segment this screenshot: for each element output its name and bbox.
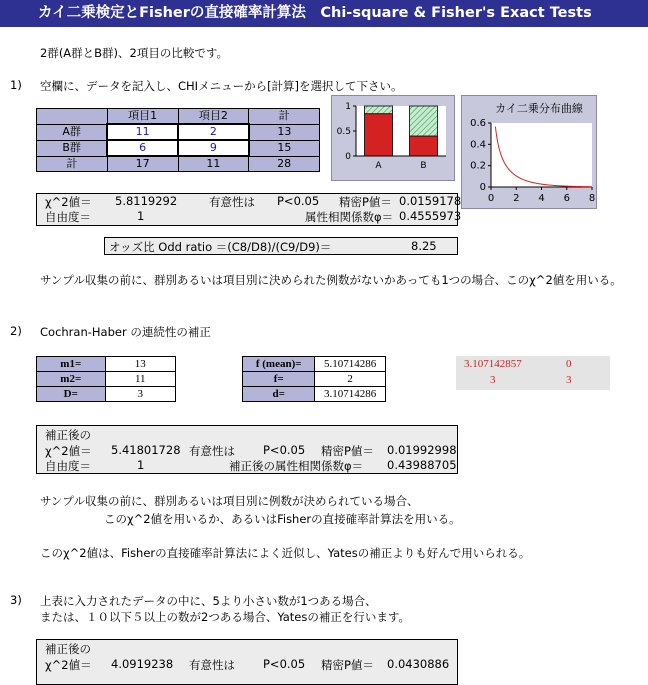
significance-label: 有意性は xyxy=(209,195,255,209)
distribution-plot-area xyxy=(491,123,592,187)
x-tick-label: 6 xyxy=(563,193,570,204)
header-total: 計 xyxy=(249,109,320,125)
row-label: 計 xyxy=(37,156,108,172)
header-item1: 項目1 xyxy=(107,109,178,125)
yates-heading: 補正後の xyxy=(45,642,91,656)
section-2-title: Cochran-Haber の連続性の補正 xyxy=(40,325,211,339)
m2-value: 11 xyxy=(105,372,175,387)
d-small-value: 3.10714286 xyxy=(315,387,386,402)
chi-square-value: 4.0919238 xyxy=(111,657,174,671)
df-label: 自由度＝ xyxy=(45,210,91,224)
input-cell-b2[interactable]: 9 xyxy=(178,140,249,156)
f-mean-value: 5.10714286 xyxy=(315,357,386,372)
section-2-note-3: このχ^2値は、Fisherの直接確率計算法によく近似し、Yatesの補正よりも好んで用いられる。 xyxy=(40,546,531,560)
helper-cell: 0 xyxy=(566,358,572,370)
chi-square-value: 5.41801728 xyxy=(111,443,181,457)
exact-p-label: 精密P値＝ xyxy=(339,195,392,209)
d-small-label: d= xyxy=(243,387,315,402)
section-3-line-1: 上表に入力されたデータの中に、5より小さい数が1つある場合、 xyxy=(40,594,377,608)
d-value: 3 xyxy=(105,387,175,402)
helper-cell: 3 xyxy=(490,374,496,386)
distribution-chart xyxy=(462,96,596,208)
corrected-heading: 補正後の xyxy=(45,428,91,442)
total-cell: 11 xyxy=(178,156,249,172)
bar-chart xyxy=(332,96,454,180)
total-cell: 13 xyxy=(249,124,320,140)
bar-segment xyxy=(365,114,393,156)
table-row xyxy=(37,124,320,140)
chi-square-label: χ^2値＝ xyxy=(45,195,92,209)
m1-label: m1= xyxy=(37,357,106,372)
haber-right-table xyxy=(242,356,386,402)
table-row xyxy=(243,387,386,402)
result-box-1 xyxy=(36,193,462,226)
table-row xyxy=(37,357,176,372)
page-title: カイ二乗検定とFisherの直接確率計算法 Chi-square & Fisher's Exact Tests xyxy=(38,5,592,21)
section-1-note: サンプル収集の前に、群別あるいは項目別に決められた例数がないかあっても1つの場合、このχ^2値を用いる。 xyxy=(40,273,622,287)
odds-ratio-value: 8.25 xyxy=(411,239,437,253)
df-value: 1 xyxy=(137,458,145,472)
phi-value: 0.43988705 xyxy=(387,458,457,472)
exact-p-label: 精密P値＝ xyxy=(321,444,374,458)
distribution-chart-title: カイ二乗分布曲線 xyxy=(495,102,583,115)
title-bar xyxy=(0,0,648,27)
x-tick-label: 4 xyxy=(538,193,545,204)
y-tick-label: 0 xyxy=(345,152,351,162)
odds-ratio-label: オッズ比 Odd ratio ＝(C8/D8)/(C9/D9)＝ xyxy=(109,240,332,254)
x-tick-label: 2 xyxy=(513,193,520,204)
y-tick-label: 0.2 xyxy=(470,160,486,172)
x-tick-label: 8 xyxy=(588,193,596,204)
chi-square-label: χ^2値＝ xyxy=(45,658,92,672)
significance-value: P<0.05 xyxy=(263,443,306,457)
bar-segment xyxy=(365,106,393,114)
table-row xyxy=(37,156,320,172)
y-tick-label: 0.4 xyxy=(470,139,486,151)
significance-label: 有意性は xyxy=(189,658,235,672)
significance-value: P<0.05 xyxy=(277,194,320,208)
phi-label: 補正後の属性相関係数φ＝ xyxy=(229,459,364,473)
helper-cell: 3.107142857 xyxy=(464,358,522,370)
exact-p-value: 0.01992998 xyxy=(387,443,457,457)
f-label: f= xyxy=(243,372,315,387)
f-value: 2 xyxy=(315,372,386,387)
yates-result-box xyxy=(36,639,458,685)
input-cell-b1[interactable]: 6 xyxy=(107,140,178,156)
row-label: A群 xyxy=(37,124,108,140)
contingency-table xyxy=(36,108,320,172)
x-tick-label: 0 xyxy=(487,193,495,204)
input-cell-a1[interactable]: 11 xyxy=(107,124,178,140)
m1-value: 13 xyxy=(105,357,175,372)
y-tick-label: 0.5 xyxy=(336,127,351,137)
m2-label: m2= xyxy=(37,372,106,387)
helper-cells xyxy=(456,356,610,390)
significance-value: P<0.05 xyxy=(263,657,306,671)
phi-label: 属性相関係数φ＝ xyxy=(305,210,394,224)
f-mean-label: f (mean)= xyxy=(243,357,315,372)
section-2-number: 2) xyxy=(10,324,22,338)
input-cell-a2[interactable]: 2 xyxy=(178,124,249,140)
section-3-number: 3) xyxy=(10,593,22,607)
section-2-note-2: このχ^2値を用いるか、あるいはFisherの直接確率計算法を用いる。 xyxy=(104,512,461,526)
table-row xyxy=(37,387,176,402)
odds-ratio-box xyxy=(104,237,458,255)
exact-p-value: 0.0430886 xyxy=(387,657,450,671)
y-tick-label: 1 xyxy=(345,102,351,112)
helper-cell: 3 xyxy=(566,374,572,386)
distribution-chart-panel xyxy=(461,95,597,209)
total-cell: 28 xyxy=(249,156,320,172)
phi-value: 0.4555973 xyxy=(399,209,462,223)
y-tick-label: 0 xyxy=(479,182,486,193)
header-item2: 項目2 xyxy=(178,109,249,125)
table-row xyxy=(37,372,176,387)
chi-square-label: χ^2値＝ xyxy=(45,444,92,458)
haber-left-table xyxy=(36,356,176,402)
corner-cell xyxy=(37,109,108,125)
chi-square-value: 5.8119292 xyxy=(115,194,178,208)
section-3-line-2: または、１０以下５以上の数が2つある場合、Yatesの補正を行います。 xyxy=(40,610,410,624)
table-row xyxy=(243,372,386,387)
total-cell: 17 xyxy=(107,156,178,172)
df-label: 自由度＝ xyxy=(45,459,91,473)
corrected-result-box xyxy=(36,425,458,474)
bar-chart-panel xyxy=(331,95,455,181)
total-cell: 15 xyxy=(249,140,320,156)
row-label: B群 xyxy=(37,140,108,156)
intro-text: 2群(A群とB群)、2項目の比較です。 xyxy=(40,46,228,60)
table-row xyxy=(243,357,386,372)
table-row xyxy=(37,140,320,156)
y-tick-label: 0.6 xyxy=(470,118,486,129)
significance-label: 有意性は xyxy=(189,444,235,458)
exact-p-value: 0.0159178 xyxy=(399,194,462,208)
d-label: D= xyxy=(37,387,106,402)
x-tick-label: A xyxy=(375,161,382,171)
section-2-note-1: サンプル収集の前に、群別あるいは項目別に例数が決められている場合、 xyxy=(40,494,419,508)
df-value: 1 xyxy=(137,209,145,223)
section-1-instruction: 空欄に、データを記入し、CHIメニューから[計算]を選択して下さい。 xyxy=(40,79,403,93)
x-tick-label: B xyxy=(420,161,427,171)
bar-segment xyxy=(410,136,438,156)
section-1-number: 1) xyxy=(10,78,22,92)
exact-p-label: 精密P値＝ xyxy=(321,658,374,672)
bar-segment xyxy=(410,106,438,136)
